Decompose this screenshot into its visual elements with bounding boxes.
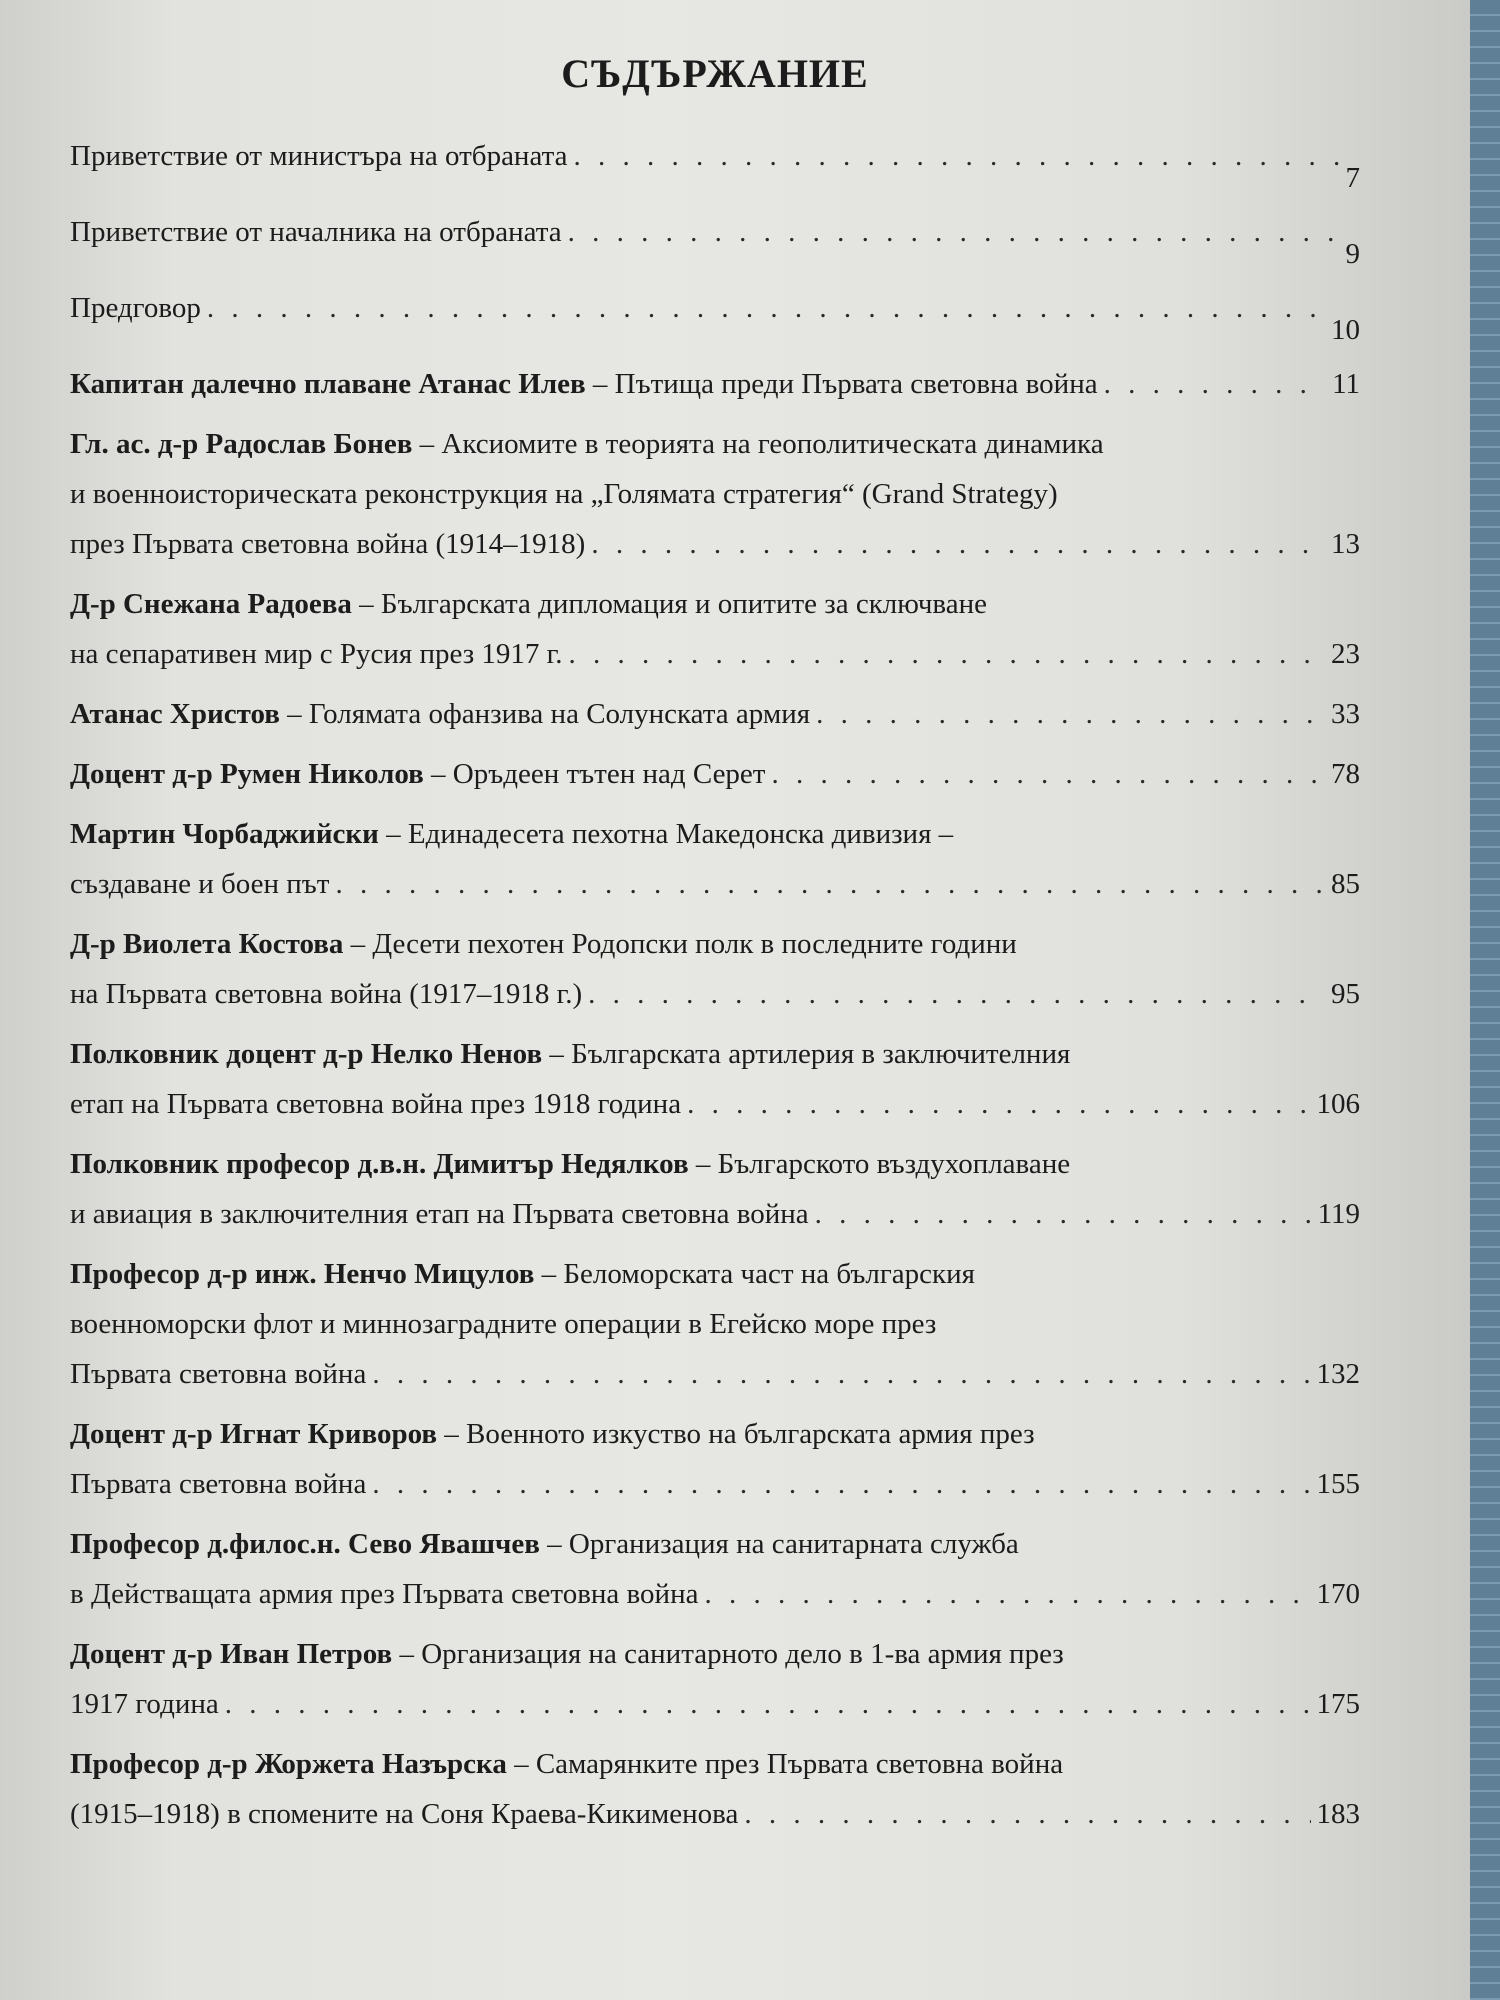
toc-entry-text [70, 1418, 1035, 1450]
toc-page-number: 132 [1316, 1358, 1360, 1390]
toc-entry-line [70, 1079, 1360, 1129]
toc-page-number: 33 [1331, 698, 1360, 730]
dot-leader [816, 689, 1325, 739]
toc-page-number: 11 [1332, 368, 1360, 400]
toc-entry-line [70, 1459, 1360, 1509]
toc-entry-text [70, 428, 1104, 460]
toc-entry-line [70, 1739, 1360, 1789]
toc-entry [70, 1139, 1360, 1239]
toc-entry [70, 1249, 1360, 1399]
toc-entry-text [70, 207, 562, 257]
dot-leader [744, 1789, 1310, 1839]
toc-entry-title: – Самарянките през Първата световна война [506, 1748, 1064, 1780]
toc-entry-title: – Аксиомите в теорията на геополитическата динамика [412, 428, 1104, 460]
toc-entry [70, 1519, 1360, 1619]
toc-entry-line [70, 1139, 1360, 1189]
toc-entry-text [70, 1258, 975, 1290]
toc-entry-line [70, 809, 1360, 859]
dot-leader [588, 969, 1325, 1019]
toc-entry-line [70, 629, 1360, 679]
toc-entry [70, 749, 1360, 799]
dot-leader [687, 1079, 1310, 1129]
dot-leader [771, 749, 1325, 799]
dot-leader [335, 859, 1325, 909]
toc-entry-line [70, 579, 1360, 629]
toc-entry [70, 689, 1360, 739]
toc-entry-text [70, 588, 987, 620]
toc-entry-title: – Голямата офанзива на Солунската армия [279, 698, 811, 730]
toc-entry-line [70, 859, 1360, 909]
dot-leader [372, 1459, 1310, 1509]
toc-entry-title: Приветствие от началника на отбраната [70, 216, 562, 248]
dot-leader [372, 1349, 1310, 1399]
toc-page-number: 175 [1316, 1688, 1360, 1720]
toc-entry-author: Д-р Снежана Радоева [70, 588, 352, 620]
toc-entry [70, 131, 1360, 203]
toc-entry-author: Професор д-р инж. Ненчо Мицулов [70, 1258, 535, 1290]
toc-entry-title: – Беломорската част на българския [534, 1258, 975, 1290]
toc-entry-title: Първата световна война [70, 1468, 367, 1500]
toc-entry [70, 207, 1360, 279]
toc-entry-author: Професор д.филос.н. Сево Явашчев [70, 1528, 540, 1560]
toc-entry-author: Атанас Христов [70, 698, 280, 730]
toc-page-number: 183 [1316, 1798, 1360, 1830]
toc-entry-line [70, 1629, 1360, 1679]
toc-entry-text [70, 1148, 1070, 1180]
dot-leader [1104, 359, 1326, 409]
toc-entry-title: (1915–1918) в спомените на Соня Краева-Кикименова [70, 1798, 739, 1830]
toc-entry-text [70, 1638, 1064, 1670]
toc-page-number: 170 [1316, 1578, 1360, 1610]
toc-entry [70, 419, 1360, 569]
toc-entry-title: 1917 година [70, 1688, 219, 1720]
page-edge-background [1470, 0, 1500, 2000]
toc-entry-title: в Действащата армия през Първата световна война [70, 1578, 699, 1610]
toc-entry-line [70, 1189, 1360, 1239]
toc-entry-line [70, 519, 1360, 569]
toc-entry-title: на Първата световна война (1917–1918 г.) [70, 978, 583, 1010]
toc-entry-line [70, 969, 1360, 1019]
toc-entry-line [70, 749, 1360, 799]
toc-entry-line [70, 919, 1360, 969]
toc-entry-title: и авиация в заключителния етап на Първата световна война [70, 1198, 809, 1230]
toc-page-number: 7 [1345, 162, 1360, 194]
toc-entry [70, 1029, 1360, 1129]
dot-leader [591, 519, 1325, 569]
toc-entry-line [70, 131, 1360, 203]
toc-entry-title: – Организация на санитарната служба [539, 1528, 1019, 1560]
toc-page-number: 95 [1331, 978, 1360, 1010]
toc-entry-line [70, 359, 1360, 409]
toc-page-number: 106 [1316, 1088, 1360, 1120]
toc-entry-title: на сепаративен мир с Русия през 1917 г. [70, 638, 563, 670]
toc-entry-line [70, 1409, 1360, 1459]
toc-entry-title: и военноисторическата реконструкция на „Голямата стратегия“ (Grand Strategy) [70, 478, 1058, 510]
toc-entry-text [70, 1528, 1019, 1560]
toc-entry-title: Първата световна война [70, 1358, 367, 1390]
toc-entry-author: Полковник професор д.в.н. Димитър Недялков [70, 1148, 689, 1180]
toc-entry-line [70, 207, 1360, 279]
toc-entry [70, 809, 1360, 909]
toc-entry [70, 1629, 1360, 1729]
toc-page-number: 119 [1317, 1198, 1360, 1230]
toc-entry [70, 1739, 1360, 1839]
toc-page-number: 13 [1331, 528, 1360, 560]
toc-entry-text [70, 859, 329, 909]
toc-entry-title: – Пътища преди Първата световна война [585, 368, 1098, 400]
toc-entry-text [70, 283, 201, 333]
toc-entry-text [70, 1459, 366, 1509]
toc-entry-title: етап на Първата световна война през 1918 година [70, 1088, 682, 1120]
toc-entry-text [70, 689, 810, 739]
toc-entry-title: – Организация на санитарното дело в 1-ва армия през [392, 1638, 1064, 1670]
toc-entry-line [70, 1519, 1360, 1569]
toc-entry-line [70, 1299, 1360, 1349]
toc-entry-text [70, 1189, 809, 1239]
toc-entry-author: Доцент д-р Иван Петров [70, 1638, 393, 1670]
toc-entry-line [70, 689, 1360, 739]
toc-entry-text [70, 629, 563, 679]
toc-entry [70, 579, 1360, 679]
dot-leader [568, 207, 1340, 257]
toc-entry-author: Професор д-р Жоржета Назърска [70, 1748, 507, 1780]
toc-entry-text [70, 359, 1098, 409]
toc-entry-line [70, 1349, 1360, 1399]
toc-entry-title: – Оръдеен тътен над Серет [423, 758, 766, 790]
page-title: СЪДЪРЖАНИЕ [561, 51, 869, 96]
toc-entry-title: Приветствие от министъра на отбраната [70, 140, 568, 172]
toc-entry-line [70, 1249, 1360, 1299]
toc-entry-line [70, 469, 1360, 519]
toc-entry [70, 1409, 1360, 1509]
toc-page-number: 78 [1331, 758, 1360, 790]
toc-entry-text [70, 1308, 936, 1340]
toc-entry-author: Доцент д-р Румен Николов [70, 758, 424, 790]
toc-page-number: 23 [1331, 638, 1360, 670]
dot-leader [704, 1569, 1310, 1619]
toc-entry-text [70, 969, 582, 1019]
toc-page-number: 155 [1316, 1468, 1360, 1500]
table-of-contents [70, 131, 1360, 1839]
toc-entry-title: – Военното изкуство на българската армия през [437, 1418, 1035, 1450]
toc-entry-text [70, 519, 585, 569]
toc-entry-line [70, 419, 1360, 469]
toc-entry-line [70, 1029, 1360, 1079]
toc-page-number: 10 [1331, 314, 1360, 346]
toc-entry-title: – Единадесета пехотна Македонска дивизия – [378, 818, 954, 850]
toc-entry-author: Доцент д-р Игнат Криворов [70, 1418, 438, 1450]
toc-entry-text [70, 1679, 219, 1729]
toc-entry [70, 359, 1360, 409]
dot-leader [207, 283, 1325, 333]
toc-entry-title: – Десети пехотен Родопски полк в последните години [343, 928, 1017, 960]
toc-entry [70, 919, 1360, 1019]
toc-entry-text [70, 1569, 698, 1619]
toc-entry-text [70, 1038, 1070, 1070]
toc-entry-text [70, 749, 765, 799]
toc-entry-title: – Българската дипломация и опитите за сключване [351, 588, 987, 620]
toc-entry-line [70, 1679, 1360, 1729]
toc-entry-title: през Първата световна война (1914–1918) [70, 528, 586, 560]
toc-entry-title: – Българската артилерия в заключителния [542, 1038, 1071, 1070]
dot-leader [225, 1679, 1311, 1729]
toc-entry-text [70, 818, 953, 850]
dot-leader [569, 629, 1325, 679]
toc-entry-line [70, 283, 1360, 355]
toc-entry-text [70, 1748, 1063, 1780]
toc-entry-text [70, 928, 1017, 960]
toc-entry-title: Предговор [70, 292, 201, 324]
toc-entry-text [70, 131, 567, 181]
toc-entry-title: създаване и боен път [70, 868, 330, 900]
toc-entry-title: – Българското въздухоплаване [688, 1148, 1071, 1180]
toc-entry-text [70, 478, 1058, 510]
dot-leader [573, 131, 1339, 181]
toc-entry-author: Полковник доцент д-р Нелко Ненов [70, 1038, 543, 1070]
toc-entry-author: Мартин Чорбаджийски [70, 818, 379, 850]
toc-entry-text [70, 1789, 738, 1839]
toc-entry [70, 283, 1360, 355]
toc-page-number: 85 [1331, 868, 1360, 900]
toc-entry-line [70, 1789, 1360, 1839]
toc-entry-text [70, 1079, 681, 1129]
toc-entry-title: военноморски флот и миннозаградните операции в Егейско море през [70, 1308, 937, 1340]
toc-entry-line [70, 1569, 1360, 1619]
toc-entry-author: Гл. ас. д-р Радослав Бонев [70, 428, 413, 460]
toc-entry-text [70, 1349, 366, 1399]
toc-page-number: 9 [1345, 238, 1360, 270]
dot-leader [815, 1189, 1312, 1239]
toc-entry-author: Д-р Виолета Костова [70, 928, 344, 960]
toc-entry-author: Капитан далечно плаване Атанас Илев [70, 368, 586, 400]
